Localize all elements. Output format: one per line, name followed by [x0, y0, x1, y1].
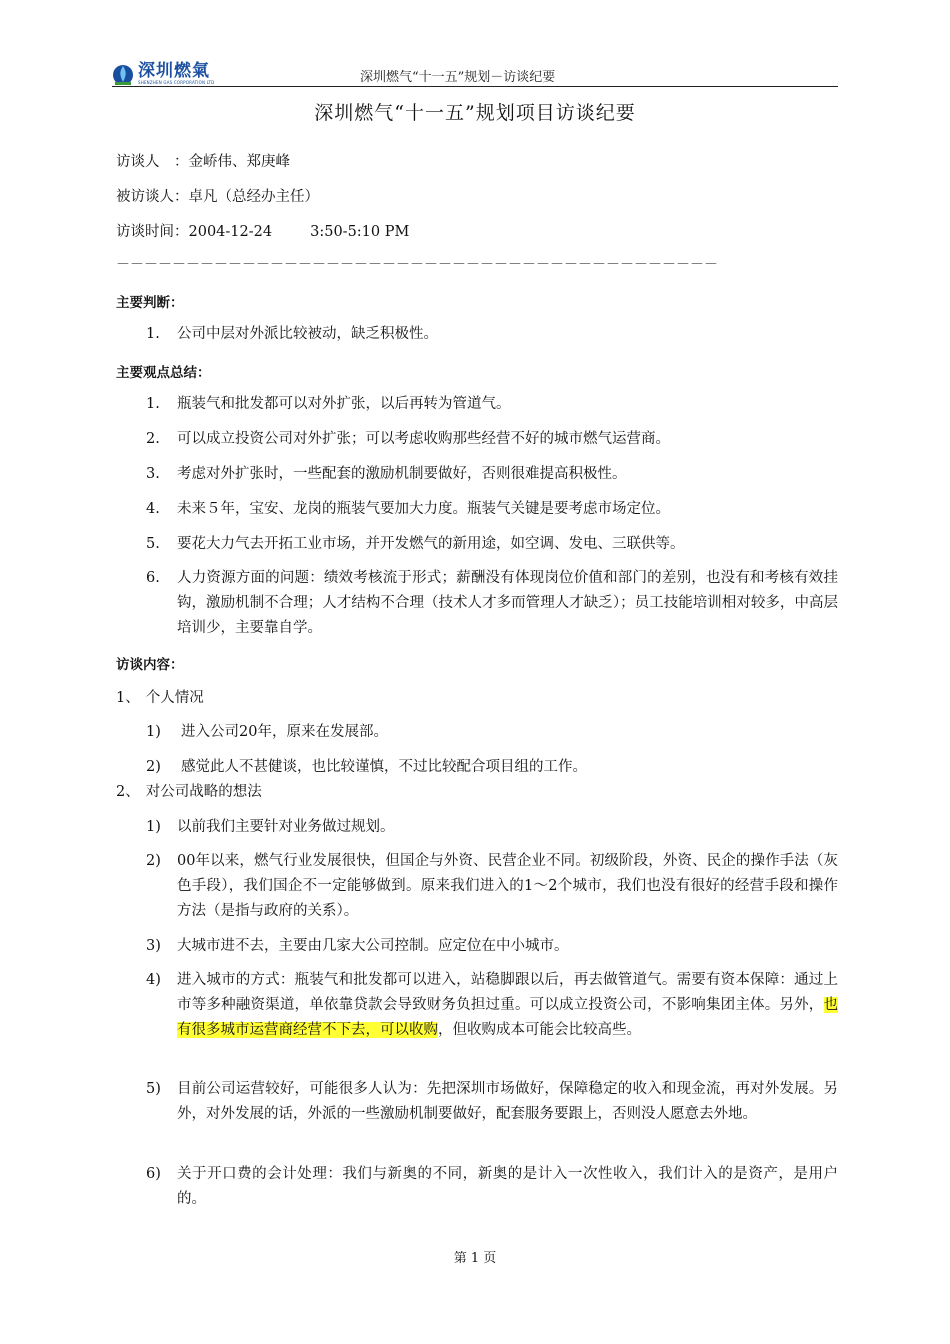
- header-title: 深圳燃气“十一五”规划－访谈纪要: [360, 70, 556, 85]
- section-number: 1、: [116, 690, 140, 706]
- interviewer-label: 访谈人 ：: [116, 154, 189, 170]
- item-number: 5): [146, 1081, 161, 1097]
- item-number: 6.: [146, 570, 160, 586]
- item-text: 瓶装气和批发都可以对外扩张，以后再转为管道气。: [177, 396, 511, 412]
- item-text: [177, 968, 838, 1043]
- logo-subtext: SHENZHEN GAS CORPORATION LTD: [138, 80, 215, 85]
- item-number: 5.: [146, 536, 160, 552]
- item-text: 可以成立投资公司对外扩张；可以考虑收购那些经营不好的城市燃气运营商。: [177, 431, 670, 447]
- list-item: [146, 532, 838, 557]
- logo-text: 深圳燃氣: [138, 61, 210, 81]
- item-number: 6): [146, 1166, 161, 1182]
- list-item: [146, 968, 838, 1043]
- list-item: [146, 566, 838, 641]
- item-text-before: 进入城市的方式：瓶装气和批发都可以进入，站稳脚跟以后，再去做管道气。需要有资本保障：通过上市等多种融资渠道，单依靠贷款会导致财务负担过重。可以成立投资公司，不影响集团主体。另外，: [177, 972, 838, 1013]
- item-number: 3.: [146, 466, 160, 482]
- item-text: 进入公司20年，原来在发展部。: [181, 724, 388, 740]
- item-number: 1): [146, 819, 161, 835]
- interviewee-line: [116, 185, 319, 206]
- interviewer-line: [116, 150, 290, 171]
- list-item: [146, 934, 838, 959]
- list-item: [146, 720, 838, 745]
- flame-logo-icon: [112, 62, 134, 86]
- list-item: [146, 497, 838, 522]
- page-number: 第 1 页: [453, 1251, 497, 1266]
- page-header: [112, 58, 838, 87]
- item-text: 未来５年，宝安、龙岗的瓶装气要加大力度。瓶装气关键是要考虑市场定位。: [177, 501, 670, 517]
- item-number: 1): [146, 724, 161, 740]
- section-title: 个人情况: [145, 690, 204, 706]
- section-heading: [116, 686, 204, 707]
- list-item: [146, 815, 838, 840]
- item-text: 感觉此人不甚健谈，也比较谨慎，不过比较配合项目组的工作。: [181, 759, 587, 775]
- item-text: 公司中层对外派比较被动，缺乏积极性。: [177, 326, 438, 342]
- item-number: 2): [146, 853, 161, 869]
- highlighted-text: 也有很多城市运营商经营不下去，可以收购: [177, 997, 838, 1038]
- list-item: [146, 462, 838, 487]
- item-text: 00年以来，燃气行业发展很快，但国企与外资、民营企业不同。初级阶段，外资、民企的操作手法（灰色手段），我们国企不一定能够做到。原来我们进入的1～2个城市，我们也没有很好的经营手段和操作方法（是指与政府的关系）。: [177, 853, 838, 919]
- section-title: 对公司战略的想法: [145, 784, 262, 800]
- interviewer-value: 金峤伟、郑庚峰: [188, 154, 290, 170]
- item-number: 2.: [146, 431, 160, 447]
- interview-date: 2004-12-24: [188, 224, 273, 240]
- interviewee-value: 卓凡（总经办主任）: [188, 189, 319, 205]
- item-number: 2): [146, 759, 161, 775]
- item-number: 4): [146, 972, 161, 988]
- section-heading: [116, 780, 262, 801]
- list-item: [146, 1162, 838, 1212]
- separator-line: －－－－－－－－－－－－－－－－－－－－－－－－－－－－－－－－－－－－－－－－－－－: [116, 257, 718, 273]
- list-item: [146, 322, 838, 347]
- main-judgment-heading: 主要判断：: [116, 295, 184, 311]
- section-number: 2、: [116, 784, 140, 800]
- interview-time-line: [116, 220, 409, 241]
- item-text: 以前我们主要针对业务做过规划。: [177, 819, 395, 835]
- list-item: [146, 755, 838, 780]
- interviewee-label: 被访谈人：: [116, 189, 189, 205]
- list-item: [146, 1077, 838, 1127]
- item-text-after: ，但收购成本可能会比较高些。: [438, 1022, 641, 1038]
- item-text: 关于开口费的会计处理：我们与新奥的不同，新奥的是计入一次性收入，我们计入的是资产，是用户的。: [177, 1166, 838, 1207]
- interview-time: 3:50-5:10 PM: [310, 224, 410, 240]
- main-views-heading: 主要观点总结：: [116, 365, 211, 381]
- item-text: 考虑对外扩张时，一些配套的激励机制要做好，否则很难提高积极性。: [177, 466, 627, 482]
- item-number: 1.: [146, 396, 160, 412]
- list-item: [146, 427, 838, 452]
- document-title: 深圳燃气“十一五”规划项目访谈纪要: [314, 102, 636, 124]
- list-item: [146, 849, 838, 924]
- interview-heading: 访谈内容：: [116, 657, 184, 673]
- item-number: 1.: [146, 326, 160, 342]
- item-number: 3): [146, 938, 161, 954]
- item-text: 要花大力气去开拓工业市场，并开发燃气的新用途，如空调、发电、三联供等。: [177, 536, 685, 552]
- time-label: 访谈时间：: [116, 224, 189, 240]
- item-number: 4.: [146, 501, 160, 517]
- company-logo: [112, 62, 214, 86]
- list-item: [146, 392, 838, 417]
- item-text: 目前公司运营较好，可能很多人认为：先把深圳市场做好，保障稳定的收入和现金流，再对外发展。另外，对外发展的话，外派的一些激励机制要做好，配套服务要跟上，否则没人愿意去外地。: [177, 1081, 838, 1122]
- item-text: 人力资源方面的问题：绩效考核流于形式；薪酬没有体现岗位价值和部门的差别，也没有和考核有效挂钩，激励机制不合理；人才结构不合理（技术人才多而管理人才缺乏）；员工技能培训相对较多，中高层培训少，主要靠自学。: [177, 570, 838, 636]
- item-text: 大城市进不去，主要由几家大公司控制。应定位在中小城市。: [177, 938, 569, 954]
